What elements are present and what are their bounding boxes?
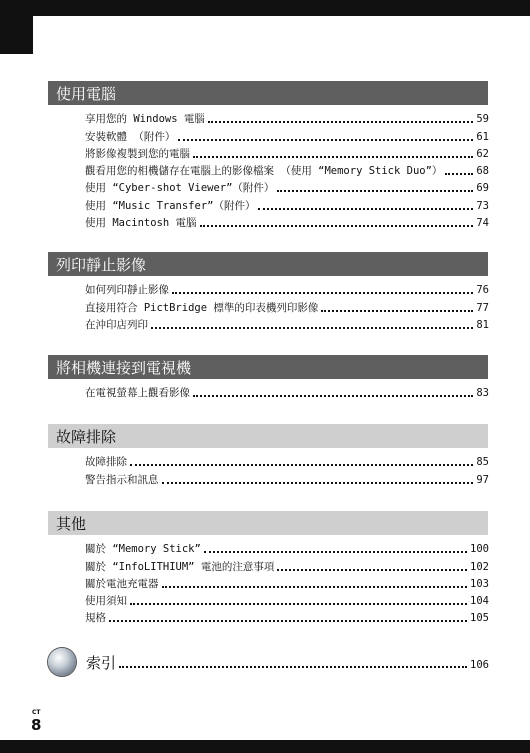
leader-dots bbox=[445, 173, 473, 175]
toc-entry[interactable] bbox=[85, 280, 489, 297]
entry-title: 規格 bbox=[85, 612, 106, 625]
entry-title: 在電視螢幕上觀看影像 bbox=[85, 387, 190, 400]
bottom-black-bar bbox=[0, 740, 530, 753]
entry-page: 81 bbox=[476, 318, 489, 331]
entry-page: 100 bbox=[470, 543, 489, 556]
toc-entry[interactable] bbox=[85, 126, 489, 143]
toc-entry[interactable] bbox=[85, 608, 489, 625]
entry-title: 觀看用您的相機儲存在電腦上的影像檔案 （使用 “Memory Stick Duo”） bbox=[85, 165, 443, 178]
toc-entry[interactable] bbox=[85, 574, 489, 591]
leader-dots bbox=[277, 569, 467, 571]
entry-page: 97 bbox=[476, 473, 489, 486]
toc-entry[interactable] bbox=[85, 556, 489, 573]
entry-title: 警告指示和訊息 bbox=[85, 473, 159, 486]
toc-entries bbox=[85, 452, 489, 487]
entry-title: 使用 Macintosh 電腦 bbox=[85, 217, 197, 230]
section-heading: 將相機連接到電視機 bbox=[48, 355, 488, 379]
toc-entry[interactable] bbox=[85, 195, 489, 212]
leader-dots bbox=[151, 327, 473, 329]
toc-entry[interactable] bbox=[85, 315, 489, 332]
entry-page: 61 bbox=[476, 130, 489, 143]
entry-page: 59 bbox=[476, 113, 489, 126]
entry-title: 關於 “InfoLITHIUM” 電池的注意事項 bbox=[85, 560, 275, 573]
leader-dots bbox=[277, 190, 473, 192]
entry-page: 77 bbox=[476, 301, 489, 314]
leader-dots bbox=[162, 586, 468, 588]
magnifier-orb-icon bbox=[48, 648, 76, 676]
entry-page: 83 bbox=[476, 387, 489, 400]
leader-dots bbox=[200, 225, 474, 227]
entry-title: 在沖印店列印 bbox=[85, 318, 148, 331]
toc-entry[interactable] bbox=[85, 383, 489, 400]
section-heading: 列印靜止影像 bbox=[48, 252, 488, 276]
entry-title: 使用 “Cyber-shot Viewer”（附件） bbox=[85, 182, 275, 195]
toc-entries bbox=[85, 280, 489, 332]
corner-tab bbox=[0, 16, 33, 54]
toc-entries bbox=[85, 383, 489, 400]
entry-title: 關於 “Memory Stick” bbox=[85, 543, 201, 556]
toc-entries bbox=[85, 109, 489, 230]
entry-title: 故障排除 bbox=[85, 456, 127, 469]
entry-page: 104 bbox=[470, 595, 489, 608]
leader-dots bbox=[193, 156, 473, 158]
leader-dots bbox=[130, 603, 467, 605]
toc-entry[interactable] bbox=[85, 178, 489, 195]
leader-dots bbox=[109, 620, 467, 622]
entry-title: 使用 “Music Transfer”（附件） bbox=[85, 199, 256, 212]
leader-dots bbox=[162, 482, 474, 484]
toc-entry[interactable] bbox=[85, 144, 489, 161]
toc-entry[interactable] bbox=[85, 469, 489, 486]
entry-title: 享用您的 Windows 電腦 bbox=[85, 113, 205, 126]
toc-entry[interactable] bbox=[85, 109, 489, 126]
entry-page: 102 bbox=[470, 560, 489, 573]
section-heading: 其他 bbox=[48, 511, 488, 535]
entry-page: 85 bbox=[476, 456, 489, 469]
entry-page: 73 bbox=[476, 199, 489, 212]
leader-dots bbox=[119, 666, 467, 668]
toc-entry[interactable] bbox=[85, 213, 489, 230]
language-code: CT bbox=[32, 709, 41, 716]
entry-page: 62 bbox=[476, 147, 489, 160]
top-black-bar bbox=[0, 0, 530, 16]
entry-page: 76 bbox=[476, 284, 489, 297]
entry-page: 105 bbox=[470, 612, 489, 625]
leader-dots bbox=[130, 464, 473, 466]
toc-entry[interactable] bbox=[85, 452, 489, 469]
entry-page: 74 bbox=[476, 217, 489, 230]
toc-entries bbox=[85, 539, 489, 625]
entry-title: 關於電池充電器 bbox=[85, 577, 159, 590]
leader-dots bbox=[258, 208, 473, 210]
page-number: 8 bbox=[31, 716, 42, 734]
toc-entry[interactable] bbox=[85, 539, 489, 556]
entry-title: 使用須知 bbox=[85, 595, 127, 608]
section-heading: 使用電腦 bbox=[48, 81, 488, 105]
entry-title: 如何列印靜止影像 bbox=[85, 284, 169, 297]
index-page: 106 bbox=[470, 659, 489, 671]
entry-title: 安裝軟體 （附件） bbox=[85, 130, 176, 143]
leader-dots bbox=[172, 292, 473, 294]
leader-dots bbox=[204, 551, 467, 553]
entry-page: 68 bbox=[476, 165, 489, 178]
leader-dots bbox=[208, 121, 473, 123]
entry-page: 69 bbox=[476, 182, 489, 195]
leader-dots bbox=[178, 139, 473, 141]
entry-title: 將影像複製到您的電腦 bbox=[85, 147, 190, 160]
index-entry[interactable] bbox=[48, 646, 489, 678]
toc-entry[interactable] bbox=[85, 297, 489, 314]
leader-dots bbox=[321, 310, 473, 312]
toc-entry[interactable] bbox=[85, 161, 489, 178]
toc-entry[interactable] bbox=[85, 591, 489, 608]
leader-dots bbox=[193, 395, 473, 397]
entry-title: 直接用符合 PictBridge 標準的印表機列印影像 bbox=[85, 301, 319, 314]
section-heading: 故障排除 bbox=[48, 424, 488, 448]
entry-page: 103 bbox=[470, 577, 489, 590]
index-label: 索引 bbox=[86, 653, 117, 672]
